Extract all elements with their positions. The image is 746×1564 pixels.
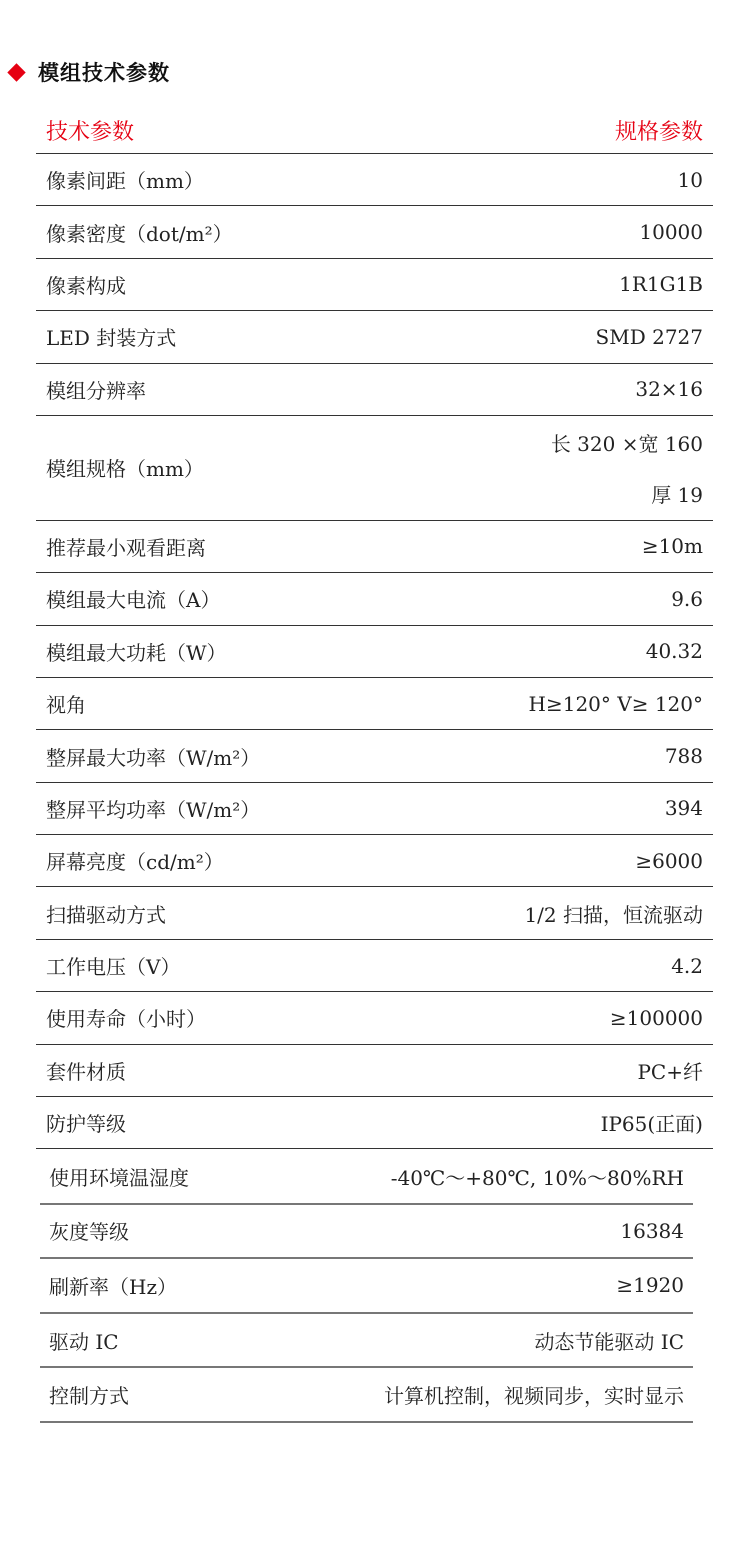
table-row [36, 940, 713, 992]
row-value: PC+纤 [637, 1059, 703, 1084]
row-label: 防护等级 [46, 1112, 126, 1137]
spec-table-extra [40, 1150, 693, 1423]
table-row [40, 1314, 693, 1369]
row-value: ≥100000 [609, 1005, 703, 1030]
row-value: 1/2 扫描，恒流驱动 [524, 902, 703, 927]
row-value: 788 [664, 744, 703, 768]
row-value: IP65(正面) [600, 1112, 703, 1137]
row-value: SMD 2727 [595, 324, 703, 349]
row-label: 屏幕亮度（cd/m²） [46, 850, 224, 875]
red-diamond-icon [7, 63, 25, 81]
table-row [36, 626, 713, 678]
table-row [36, 783, 713, 835]
table-row [36, 730, 713, 782]
row-label: 灰度等级 [49, 1220, 129, 1245]
row-value: 10 [677, 167, 703, 192]
row-label: 模组规格（mm） [46, 457, 204, 482]
row-label: 视角 [46, 693, 86, 718]
table-row [36, 1097, 713, 1149]
table-row [40, 1368, 693, 1423]
table-row [36, 1045, 713, 1097]
row-value: ≥10m [641, 534, 703, 559]
row-value: 16384 [620, 1218, 684, 1243]
row-value: 动态节能驱动 IC [534, 1329, 684, 1354]
row-label: 像素构成 [46, 273, 126, 298]
column-header-spec: 规格参数 [614, 120, 703, 145]
row-label: 使用环境温湿度 [49, 1165, 189, 1190]
row-label: 整屏平均功率（W/m²） [46, 797, 261, 822]
row-label: 控制方式 [49, 1384, 129, 1409]
row-label: 推荐最小观看距离 [46, 535, 206, 560]
table-row [40, 1150, 693, 1205]
row-value: -40℃～+80℃, 10%～80%RH [390, 1165, 684, 1190]
table-row [36, 678, 713, 730]
row-value: 394 [664, 796, 703, 821]
row-value: ≥6000 [635, 848, 703, 873]
table-header [36, 108, 713, 154]
table-row [40, 1259, 693, 1314]
page-title: 模组技术参数 [38, 61, 170, 85]
row-label: 驱动 IC [49, 1329, 119, 1354]
row-value-line-1: 长 320 ×宽 160 [550, 431, 703, 456]
row-value: 计算机控制，视频同步，实时显示 [384, 1384, 684, 1409]
table-row [36, 364, 713, 416]
table-row [36, 416, 713, 521]
row-label: 扫描驱动方式 [46, 902, 166, 927]
row-value: 10000 [639, 220, 703, 245]
row-label: 像素密度（dot/m²） [46, 221, 233, 246]
row-value: H≥120° V≥ 120° [528, 691, 703, 716]
row-value: 1R1G1B [619, 272, 703, 297]
row-label: 模组最大功耗（W） [46, 640, 227, 665]
row-value: ≥1920 [616, 1273, 684, 1298]
row-label: 整屏最大功率（W/m²） [46, 745, 261, 770]
row-label: 使用寿命（小时） [46, 1007, 206, 1032]
table-row [36, 835, 713, 887]
table-row [40, 1205, 693, 1260]
table-row [36, 573, 713, 625]
table-row [36, 311, 713, 363]
row-value [551, 428, 703, 508]
section-heading [8, 56, 170, 88]
row-label: 刷新率（Hz） [49, 1274, 177, 1299]
row-value-line-2: 厚 19 [651, 482, 703, 507]
row-label: 像素间距（mm） [46, 169, 204, 194]
row-value: 4.2 [671, 953, 703, 978]
table-row [36, 992, 713, 1044]
table-row [36, 154, 713, 206]
table-row [36, 887, 713, 939]
table-row [36, 521, 713, 573]
spec-table [36, 154, 713, 1149]
table-row [36, 206, 713, 258]
row-value: 9.6 [671, 586, 703, 611]
row-label: 工作电压（V） [46, 955, 181, 980]
table-row [36, 259, 713, 311]
row-label: LED 封装方式 [46, 326, 177, 351]
row-label: 模组最大电流（A） [46, 588, 221, 613]
row-value: 32×16 [635, 377, 703, 402]
column-header-param: 技术参数 [46, 120, 135, 145]
row-label: 模组分辨率 [46, 378, 146, 403]
row-label: 套件材质 [46, 1059, 126, 1084]
row-value: 40.32 [645, 639, 703, 664]
